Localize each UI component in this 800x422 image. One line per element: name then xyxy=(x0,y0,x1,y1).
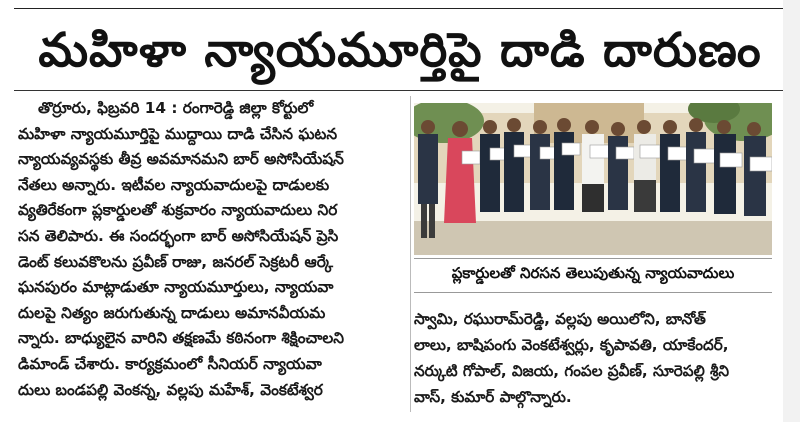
article-right-column xyxy=(414,306,786,416)
page-margin xyxy=(783,0,800,422)
headline: మహిళా న్యాయమూర్తిపై దాడి దారుణం xyxy=(38,23,762,78)
article-left-column xyxy=(18,96,406,416)
headline-rule xyxy=(14,90,786,91)
protest-photo-illustration xyxy=(414,103,772,255)
article-line: ఘనపురం మాట్లాడుతూ న్యాయమూర్తులు, న్యాయవా xyxy=(18,278,334,297)
column-divider xyxy=(410,96,411,412)
article-line: నేతలు అన్నారు. ఇటీవల న్యాయవాదులపై దాడులకు xyxy=(18,175,330,194)
article-line: న్యాయవ్యవస్థకు తీవ్ర అవమానమని బార్ అసోసియేషన్ xyxy=(18,150,344,169)
caption-rule-top xyxy=(414,258,772,259)
article-line: దులపై నిత్యం జరుగుతున్న దాడులు అమానవీయమ xyxy=(18,303,326,322)
article-line: సన తెలిపారు. ఈ సందర్భంగా బార్ అసోసియేషన్ ప్రెసి xyxy=(18,226,339,245)
article-line: మహిళా న్యాయమూర్తిపై ముద్దాయి దాడి చేసిన ఘటన xyxy=(18,124,338,143)
article-line: న్నారు. బాధ్యులైన వారిని తక్షణమే కఠినంగా శిక్షించాలని xyxy=(18,329,345,348)
article-line: డిమాండ్ చేశారు. కార్యక్రమంలో సీనియర్ న్యాయవా xyxy=(18,354,322,373)
photo-caption: ప్లకార్డులతో నిరసన తెలుపుతున్న న్యాయవాదులు xyxy=(451,264,735,282)
article-line: లాలు, బాషిపంగు వెంకటేశ్వర్లు, కృపావతి, యాకేందర్, xyxy=(414,336,729,354)
article-line: నర్కుటి గోపాల్, విజయ, గంపల ప్రవీణ్, సూరెపల్లి శ్రీని xyxy=(414,362,730,380)
article-line: వ్యతిరేకంగా ప్లకార్డులతో శుక్రవారం న్యాయవాదులు నిర xyxy=(18,201,338,220)
caption-rule-bottom xyxy=(414,292,772,293)
article-line: డెంట్ కలువకొలను ప్రవీణ్ రాజు, జనరల్ సెక్రటరీ ఆర్కే xyxy=(18,252,334,271)
article-line: తొర్రూరు, ఫిబ్రవరి 14 : రంగారెడ్డి జిల్లా కోర్టులో xyxy=(38,99,314,117)
top-rule xyxy=(14,8,786,9)
article-line: వాస్, కుమార్ పాల్గొన్నారు. xyxy=(414,388,572,406)
protest-photo xyxy=(414,103,772,255)
article-line: స్వామి, రఘురామ్‌రెడ్డి, వల్లపు అయిలోని, బానోత్ xyxy=(414,310,706,328)
article-line: దులు బండపల్లి వెంకన్న, వల్లపు మహేశ్, వెంకటేశ్వర xyxy=(18,380,323,399)
